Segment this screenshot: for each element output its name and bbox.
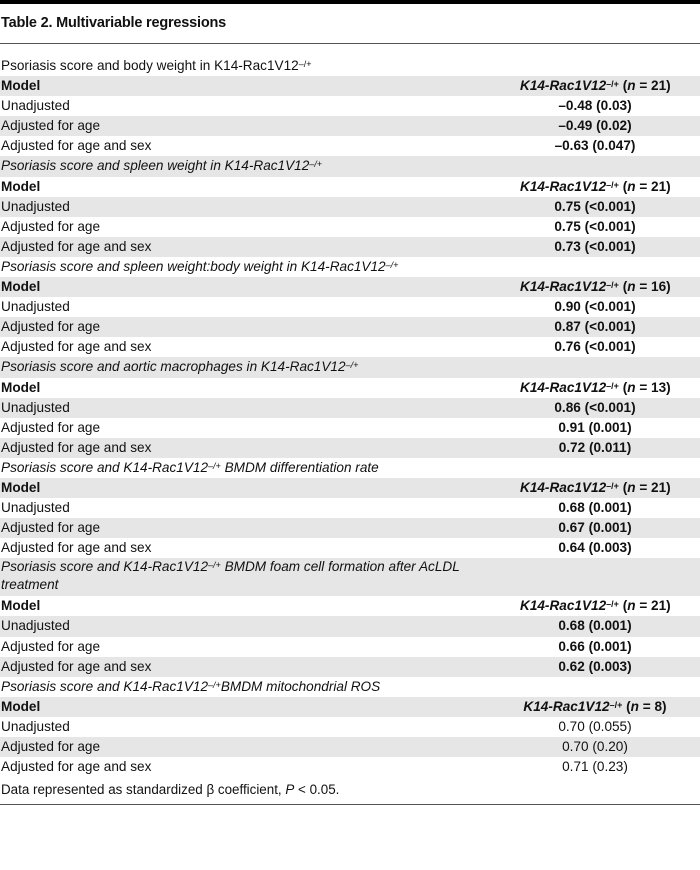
row-label: Adjusted for age xyxy=(1,638,100,654)
section-title-row xyxy=(0,458,700,478)
row-label: Adjusted for age xyxy=(1,319,100,335)
row-label: Adjusted for age and sex xyxy=(1,540,152,556)
row-value: 0.66 (0.001) xyxy=(558,638,632,654)
section-title: Psoriasis score and K14-Rac1V12–/+BMDM mitochondrial ROS xyxy=(1,678,381,694)
table-row xyxy=(0,317,700,337)
section-title: Psoriasis score and aortic macrophages in K14-Rac1V12–/+ xyxy=(1,359,359,375)
row-value: 0.73 (<0.001) xyxy=(554,238,636,254)
table-row xyxy=(0,637,700,657)
row-value: 0.91 (0.001) xyxy=(558,419,632,435)
row-label: Unadjusted xyxy=(1,618,70,634)
row-value: 0.75 (<0.001) xyxy=(554,218,636,234)
table-row xyxy=(0,398,700,418)
row-label: Adjusted for age and sex xyxy=(1,339,152,355)
table-footnote: Data represented as standardized β coefficient, P < 0.05. xyxy=(1,782,340,797)
row-label: Unadjusted xyxy=(1,399,70,415)
row-label: Adjusted for age and sex xyxy=(1,138,152,154)
column-header-row xyxy=(0,277,700,297)
row-label: Unadjusted xyxy=(1,299,70,315)
table-row xyxy=(0,116,700,136)
section-title: Psoriasis score and K14-Rac1V12–/+ BMDM differentiation rate xyxy=(1,459,379,475)
row-value: 0.90 (<0.001) xyxy=(554,299,636,315)
row-value: –0.48 (0.03) xyxy=(558,98,632,114)
model-header: Model xyxy=(1,279,41,295)
row-label: Adjusted for age xyxy=(1,739,100,754)
column-header-row xyxy=(0,596,700,616)
table-row xyxy=(0,297,700,317)
top-border xyxy=(0,0,700,4)
table-row xyxy=(0,657,700,677)
row-value: 0.75 (<0.001) xyxy=(554,198,636,214)
section-title-row xyxy=(0,677,700,697)
group-header: K14-Rac1V12–/+ (n = 16) xyxy=(520,279,671,295)
model-header: Model xyxy=(1,178,41,194)
row-value: 0.70 (0.20) xyxy=(562,739,628,754)
column-header-row xyxy=(0,76,700,96)
column-header-row xyxy=(0,177,700,197)
column-header-row xyxy=(0,478,700,498)
table-row xyxy=(0,717,700,737)
group-header: K14-Rac1V12–/+ (n = 8) xyxy=(523,698,667,714)
section-title: Psoriasis score and spleen weight in K14-Rac1V12–/+ xyxy=(1,158,323,174)
row-value: 0.72 (0.011) xyxy=(558,439,632,455)
model-header: Model xyxy=(1,698,41,714)
section-title-row xyxy=(0,56,700,76)
row-value: 0.62 (0.003) xyxy=(558,658,632,674)
table-row xyxy=(0,538,700,558)
group-header: K14-Rac1V12–/+ (n = 13) xyxy=(520,379,671,395)
group-header: K14-Rac1V12–/+ (n = 21) xyxy=(520,178,671,194)
section-title: Psoriasis score and body weight in K14-Rac1V12–/+ xyxy=(1,58,312,73)
table-row xyxy=(0,757,700,777)
row-label: Unadjusted xyxy=(1,198,70,214)
table-row xyxy=(0,498,700,518)
group-header: K14-Rac1V12–/+ (n = 21) xyxy=(520,598,671,614)
row-value: 0.67 (0.001) xyxy=(558,520,632,536)
row-label: Adjusted for age and sex xyxy=(1,759,152,775)
row-label: Adjusted for age xyxy=(1,218,100,234)
row-label: Unadjusted xyxy=(1,98,70,114)
bottom-rule xyxy=(0,804,700,805)
row-value: 0.68 (0.001) xyxy=(558,618,632,634)
row-value: 0.68 (0.001) xyxy=(558,500,632,516)
table-row xyxy=(0,418,700,438)
table-row xyxy=(0,96,700,116)
row-value: 0.86 (<0.001) xyxy=(554,399,636,415)
table-row xyxy=(0,518,700,538)
row-label: Adjusted for age and sex xyxy=(1,238,152,254)
regression-table xyxy=(0,56,700,777)
table-row xyxy=(0,737,700,757)
section-title-row xyxy=(0,257,700,277)
row-label: Unadjusted xyxy=(1,500,70,516)
section-title-row xyxy=(0,357,700,377)
row-label: Adjusted for age xyxy=(1,118,100,134)
row-label: Adjusted for age xyxy=(1,520,100,536)
section-title: Psoriasis score and K14-Rac1V12–/+ BMDM foam cell formation after AcLDL treatment xyxy=(1,559,460,593)
row-label: Unadjusted xyxy=(1,718,70,734)
table-row xyxy=(0,616,700,636)
table-title: Table 2. Multivariable regressions xyxy=(1,15,227,31)
column-header-row xyxy=(0,378,700,398)
table-row xyxy=(0,438,700,458)
row-value: 0.76 (<0.001) xyxy=(554,339,636,355)
row-value: 0.70 (0.055) xyxy=(558,718,632,734)
row-value: 0.71 (0.23) xyxy=(562,759,628,775)
row-value: –0.49 (0.02) xyxy=(558,118,632,134)
row-label: Adjusted for age and sex xyxy=(1,658,152,674)
table-row xyxy=(0,337,700,357)
row-value: 0.64 (0.003) xyxy=(558,540,632,556)
table-row xyxy=(0,136,700,156)
title-rule xyxy=(0,43,700,44)
section-title-row xyxy=(0,558,700,596)
table-row xyxy=(0,197,700,217)
group-header: K14-Rac1V12–/+ (n = 21) xyxy=(520,78,671,94)
column-header-row xyxy=(0,697,700,717)
group-header: K14-Rac1V12–/+ (n = 21) xyxy=(520,479,671,495)
row-label: Adjusted for age xyxy=(1,419,100,435)
model-header: Model xyxy=(1,479,41,495)
section-title-row xyxy=(0,156,700,176)
row-value: 0.87 (<0.001) xyxy=(554,319,636,335)
model-header: Model xyxy=(1,78,41,94)
model-header: Model xyxy=(1,379,41,395)
model-header: Model xyxy=(1,598,41,614)
row-label: Adjusted for age and sex xyxy=(1,439,152,455)
table-row xyxy=(0,217,700,237)
table-row xyxy=(0,237,700,257)
row-value: –0.63 (0.047) xyxy=(554,138,636,154)
section-title: Psoriasis score and spleen weight:body weight in K14-Rac1V12–/+ xyxy=(1,258,399,274)
